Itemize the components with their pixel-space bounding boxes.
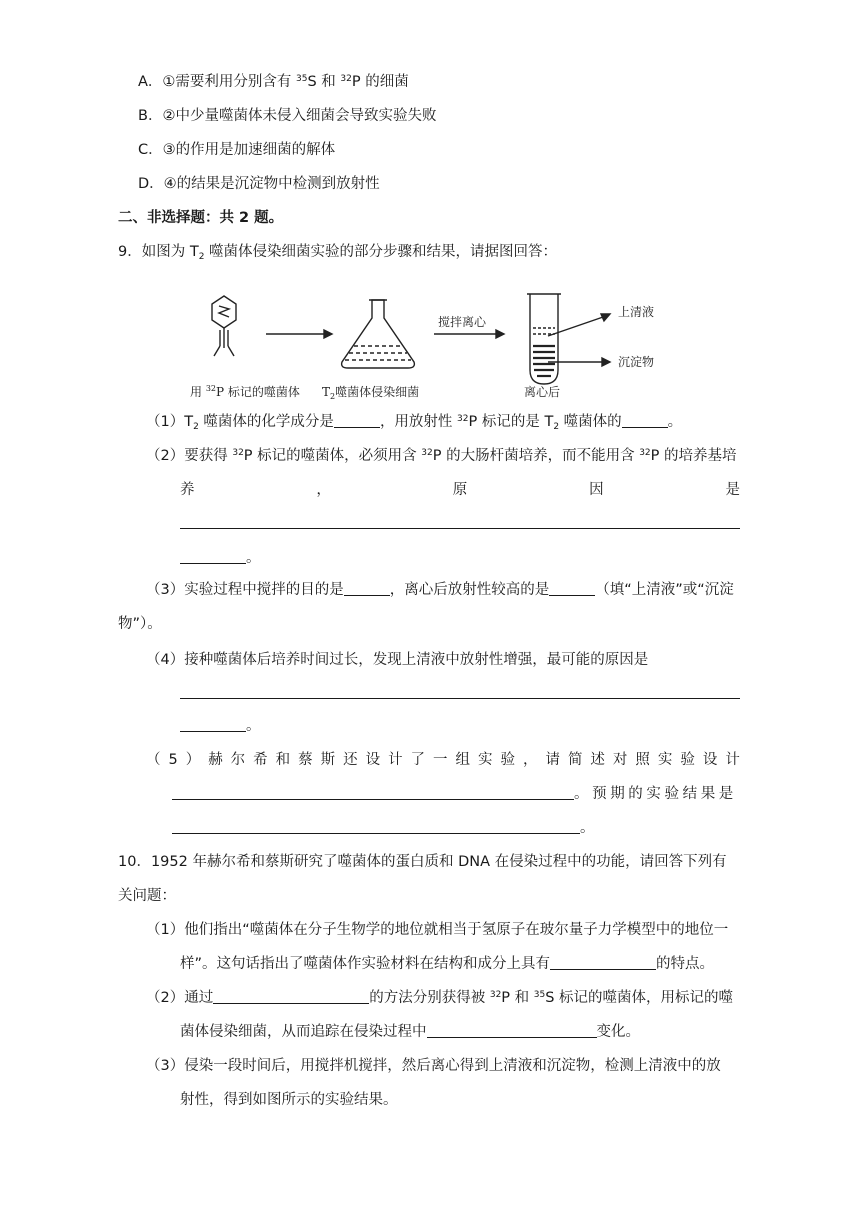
justified-char: 5 [168, 752, 178, 768]
q9-part5-line2: 。预期的实验结果是 [172, 784, 737, 804]
q9-part2-line4: 。 [180, 548, 261, 568]
q9-part3-line2: 物”）。 [118, 616, 162, 632]
justified-char: 蔡 [298, 752, 313, 768]
label-phage-infect: $T_2$噬菌体侵染细菌 [322, 385, 420, 401]
answer-blank[interactable] [344, 580, 390, 596]
q9-part4-line1: （4）接种噬菌体后培养时间过长，发现上清液中放射性增强，最可能的原因是 [146, 652, 649, 668]
answer-blank[interactable] [180, 548, 246, 564]
phage-experiment-figure [186, 290, 676, 402]
q10-stem-line1: 10．1952 年赫尔希和蔡斯研究了噬菌体的蛋白质和 DNA 在侵染过程中的功能，请回答下列有 [118, 854, 727, 870]
justified-char: 设 [365, 752, 381, 768]
figure-svg [186, 290, 676, 402]
q10-part1-line2: 样”。这句话指出了噬菌体作实验材料在结构和成分上具有 的特点。 [180, 956, 715, 972]
answer-blank[interactable] [180, 716, 246, 732]
answer-blank[interactable] [334, 412, 380, 428]
justified-char: 述 [590, 752, 605, 768]
justified-char: ， [522, 752, 538, 768]
q9-part2-line1: （2）要获得 $^{32}$P 标记的噬菌体，必须用含 $^{32}$P 的大肠杆菌培养，而不能用含 $^{32}$P 的培养基培 [146, 448, 737, 464]
justified-char: 验 [500, 752, 515, 768]
justified-char: 赫 [208, 752, 223, 768]
justified-char: 实 [478, 752, 493, 768]
justified-char: 还 [343, 752, 358, 768]
label-labeled-phage: 用 $^{32}$P 标记的噬菌体 [190, 384, 300, 399]
justified-char: （ [146, 752, 161, 768]
justified-char: 实 [657, 752, 673, 768]
justified-char: ） [185, 752, 201, 768]
justified-char: 照 [635, 752, 650, 768]
q9-part2-line2: 养 ， 原 因 是 [180, 482, 740, 498]
answer-blank[interactable] [172, 818, 580, 834]
justified-char: 了 [410, 752, 426, 768]
q10-part3-line2: 射性，得到如图所示的实验结果。 [180, 1092, 398, 1108]
phage-icon [212, 296, 236, 356]
option-a: A．①需要利用分别含有 $^{35}$S 和 $^{32}$P 的细菌 [138, 74, 409, 90]
q10-part3-line1: （3）侵染一段时间后，用搅拌机搅拌，然后离心得到上清液和沉淀物，检测上清液中的放 [146, 1058, 721, 1074]
justified-char: 组 [455, 752, 471, 768]
section-title: 二、非选择题：共 2 题。 [118, 210, 284, 226]
justified-char: 计 [388, 752, 403, 768]
q10-part2-line2: 菌体侵染细菌，从而追踪在侵染过程中 变化。 [180, 1024, 640, 1040]
answer-blank[interactable] [427, 1022, 597, 1038]
answer-blank[interactable] [622, 412, 668, 428]
justified-char: 简 [567, 752, 583, 768]
label-precipitate: 沉淀物 [618, 355, 655, 369]
q9-part1: $(1)T_2$ 噬菌体的化学成分是 ，用放射性 $^{32}$P 标记的是 $T_2$ 噬菌体的 。 [146, 414, 683, 432]
q9-part5-line1 [146, 750, 740, 770]
arrow-centrifuge-icon [434, 330, 504, 338]
justified-char: 验 [680, 752, 695, 768]
justified-char: 对 [612, 752, 628, 768]
justified-char: 设 [702, 752, 718, 768]
q9-part5-line3: 。 [172, 818, 595, 838]
answer-line[interactable] [180, 528, 740, 529]
label-supernatant: 上清液 [618, 305, 655, 319]
arrow-infect-icon [266, 330, 332, 338]
justified-char: 和 [275, 752, 291, 768]
arrow-label: 搅拌离心 [438, 315, 487, 329]
test-tube-icon [527, 294, 561, 384]
option-b: B．②中少量噬菌体未侵入细菌会导致实验失败 [138, 108, 437, 124]
justified-char: 一 [433, 752, 448, 768]
flask-icon [342, 300, 415, 368]
answer-blank[interactable] [550, 954, 656, 970]
q9-part3-line1: （3）实验过程中搅拌的目的是 ，离心后放射性较高的是 （填“上清液”或“沉淀 [146, 582, 734, 598]
q10-part1-line1: （1）他们指出“噬菌体在分子生物学的地位就相当于氢原子在玻尔量子力学模型中的地位一 [146, 922, 729, 938]
justified-char: 计 [725, 752, 740, 768]
answer-blank[interactable] [549, 580, 595, 596]
answer-blank[interactable] [213, 988, 369, 1004]
q10-part2-line1: （2）通过 的方法分别获得被 $^{32}$P 和 $^{35}$S 标记的噬菌体，用标记的噬 [146, 990, 734, 1006]
justified-char: 斯 [320, 752, 336, 768]
justified-char: 希 [253, 752, 268, 768]
option-c: C．③的作用是加速细菌的解体 [138, 142, 336, 158]
answer-blank[interactable] [172, 784, 574, 800]
justified-char: 请 [545, 752, 560, 768]
option-d: D．④的结果是沉淀物中检测到放射性 [138, 176, 380, 192]
answer-line[interactable] [180, 698, 740, 699]
justified-char: 尔 [230, 752, 246, 768]
q9-part4-line3: 。 [180, 716, 261, 736]
q10-stem-line2: 关问题： [118, 888, 176, 904]
q9-stem: 9．如图为 $T_2$ 噬菌体侵染细菌实验的部分步骤和结果，请据图回答： [118, 244, 558, 262]
label-after-centrifuge: 离心后 [524, 385, 561, 399]
